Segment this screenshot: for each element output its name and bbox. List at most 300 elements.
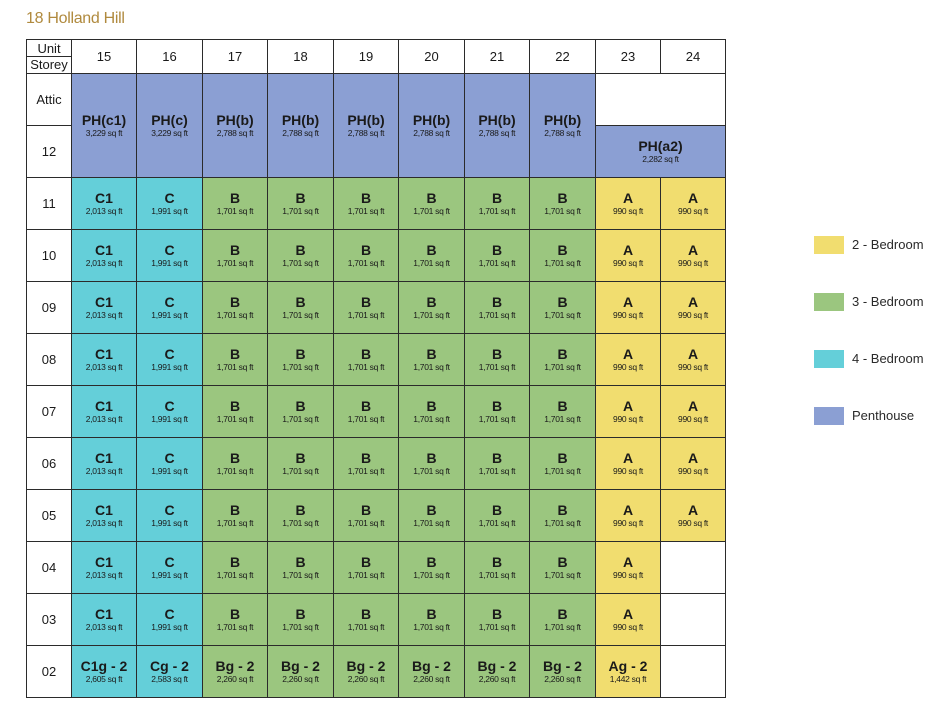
unit-area: 990 sq ft [678, 206, 708, 216]
unit-type-code: B [491, 190, 503, 206]
unit-area: 1,701 sq ft [478, 362, 516, 372]
unit-cell [72, 594, 137, 646]
unit-type-code: B [557, 450, 568, 466]
unit-area: 2,013 sq ft [85, 310, 123, 320]
penthouse-unit-cell-pha2 [596, 126, 726, 178]
unit-type-code: C [164, 294, 175, 310]
unit-area: 1,701 sq ft [282, 206, 319, 216]
unit-type-code: PH(c) [151, 112, 188, 128]
unit-cell [530, 386, 596, 438]
unit-type-code: B [360, 398, 372, 414]
unit-cell [137, 646, 203, 698]
unit-type-code: B [229, 242, 241, 258]
unit-area: 1,701 sq ft [347, 518, 385, 528]
unit-area: 1,701 sq ft [347, 310, 385, 320]
unit-cell [137, 178, 203, 230]
unit-type-code: B [426, 294, 437, 310]
unit-area: 2,605 sq ft [85, 674, 123, 684]
unit-type-code: PH(b) [478, 112, 516, 128]
unit-cell [596, 282, 661, 334]
unit-area: 1,701 sq ft [216, 570, 254, 580]
unit-area: 1,701 sq ft [347, 570, 385, 580]
unit-cell [72, 438, 137, 490]
legend-swatch [814, 293, 844, 311]
unit-cell [203, 282, 268, 334]
unit-cell [465, 490, 530, 542]
unit-cell [268, 178, 334, 230]
unit-area: 990 sq ft [678, 414, 708, 424]
legend-swatch [814, 407, 844, 425]
unit-type-code: C1 [95, 242, 113, 258]
unit-type-code: B [557, 242, 568, 258]
unit-cell [465, 594, 530, 646]
unit-cell [268, 282, 334, 334]
unit-area: 2,788 sq ft [544, 128, 581, 138]
unit-cell [137, 594, 203, 646]
unit-area: 2,013 sq ft [85, 258, 123, 268]
unit-header: 18 [268, 40, 334, 74]
unit-cell [334, 386, 399, 438]
empty-cell [661, 594, 726, 646]
unit-type-code: PH(c1) [81, 112, 127, 128]
unit-type-code: B [295, 346, 306, 362]
unit-type-code: A [622, 242, 634, 258]
unit-type-code: B [426, 606, 437, 622]
unit-type-code: A [622, 554, 634, 570]
unit-area: 1,701 sq ft [478, 466, 516, 476]
storey-label: 07 [27, 386, 72, 438]
unit-area: 990 sq ft [613, 206, 643, 216]
unit-type-code: Bg - 2 [281, 658, 320, 674]
unit-area: 1,701 sq ft [282, 622, 319, 632]
unit-cell [661, 438, 726, 490]
unit-cell [465, 386, 530, 438]
unit-cell [203, 334, 268, 386]
unit-area: 990 sq ft [678, 518, 708, 528]
unit-cell [465, 178, 530, 230]
unit-type-code: B [426, 554, 437, 570]
storey-label: 03 [27, 594, 72, 646]
unit-cell [72, 178, 137, 230]
unit-chart-table [26, 39, 726, 698]
unit-cell [268, 386, 334, 438]
unit-area: 2,788 sq ft [413, 128, 450, 138]
unit-cell [530, 178, 596, 230]
unit-cell [137, 282, 203, 334]
unit-type-code: B [360, 502, 372, 518]
unit-type-code: B [295, 398, 306, 414]
unit-area: 1,701 sq ft [282, 362, 319, 372]
unit-type-code: C1g - 2 [80, 658, 128, 674]
unit-type-code: B [295, 294, 306, 310]
unit-type-code: B [557, 554, 568, 570]
unit-area: 1,701 sq ft [282, 258, 319, 268]
storey-row [27, 490, 726, 542]
unit-area: 2,013 sq ft [85, 362, 123, 372]
unit-type-code: B [295, 554, 306, 570]
unit-cell [268, 594, 334, 646]
unit-area: 990 sq ft [613, 310, 643, 320]
unit-cell [661, 334, 726, 386]
unit-area: 1,701 sq ft [544, 310, 581, 320]
legend-swatch [814, 350, 844, 368]
unit-cell [203, 542, 268, 594]
unit-type-code: B [491, 346, 503, 362]
unit-area: 1,701 sq ft [216, 466, 254, 476]
unit-header: 16 [137, 40, 203, 74]
unit-cell [596, 334, 661, 386]
unit-area: 1,701 sq ft [478, 206, 516, 216]
unit-area: 1,701 sq ft [413, 310, 450, 320]
storey-row [27, 282, 726, 334]
storey-label: 08 [27, 334, 72, 386]
unit-area: 1,701 sq ft [478, 258, 516, 268]
legend-label: 2 - Bedroom [852, 237, 924, 252]
unit-cell [465, 646, 530, 698]
unit-area: 1,701 sq ft [478, 622, 516, 632]
unit-area: 1,701 sq ft [544, 258, 581, 268]
penthouse-unit-cell [203, 74, 268, 178]
unit-type-code: Bg - 2 [477, 658, 517, 674]
unit-cell [268, 646, 334, 698]
storey-label: Storey [30, 57, 68, 72]
unit-type-code: C [164, 606, 175, 622]
unit-type-code: C1 [95, 450, 113, 466]
unit-cell [399, 230, 465, 282]
unit-header: 15 [72, 40, 137, 74]
storey-row [27, 438, 726, 490]
unit-area: 2,282 sq ft [642, 154, 679, 164]
unit-cell [596, 386, 661, 438]
unit-type-code: A [687, 502, 699, 518]
storey-label: 09 [27, 282, 72, 334]
storey-label: 02 [27, 646, 72, 698]
legend-label: 4 - Bedroom [852, 351, 924, 366]
unit-area: 1,991 sq ft [151, 206, 188, 216]
unit-type-code: A [622, 346, 634, 362]
unit-type-code: PH(b) [412, 112, 451, 128]
unit-cell [465, 542, 530, 594]
unit-area: 1,701 sq ft [216, 622, 254, 632]
unit-type-code: B [557, 346, 568, 362]
unit-cell [530, 646, 596, 698]
unit-header: 22 [530, 40, 596, 74]
storey-label: 04 [27, 542, 72, 594]
unit-type-code: B [229, 190, 241, 206]
unit-area: 1,701 sq ft [282, 310, 319, 320]
unit-cell [530, 334, 596, 386]
unit-cell [661, 282, 726, 334]
unit-type-code: Bg - 2 [346, 658, 386, 674]
unit-area: 2,260 sq ft [413, 674, 450, 684]
unit-cell [72, 230, 137, 282]
storey-row [27, 386, 726, 438]
unit-type-code: B [360, 450, 372, 466]
unit-cell [596, 438, 661, 490]
unit-type-code: B [295, 190, 306, 206]
unit-type-code: B [491, 606, 503, 622]
unit-type-code: B [491, 450, 503, 466]
unit-cell [596, 178, 661, 230]
unit-cell [661, 178, 726, 230]
unit-area: 1,701 sq ft [347, 622, 385, 632]
unit-type-code: C1 [95, 294, 113, 310]
unit-type-code: C [164, 190, 175, 206]
unit-area: 2,013 sq ft [85, 206, 123, 216]
unit-type-code: Cg - 2 [150, 658, 189, 674]
unit-cell [334, 178, 399, 230]
storey-row [27, 542, 726, 594]
unit-area: 1,991 sq ft [151, 570, 188, 580]
unit-area: 1,991 sq ft [151, 310, 188, 320]
unit-area: 990 sq ft [613, 518, 643, 528]
unit-cell [399, 490, 465, 542]
unit-cell [596, 594, 661, 646]
unit-type-code: B [557, 502, 568, 518]
unit-area: 2,013 sq ft [85, 570, 123, 580]
unit-type-code: B [426, 398, 437, 414]
unit-area: 1,991 sq ft [151, 466, 188, 476]
unit-area: 1,991 sq ft [151, 362, 188, 372]
unit-cell [334, 438, 399, 490]
unit-cell [530, 230, 596, 282]
unit-area: 1,701 sq ft [544, 362, 581, 372]
unit-type-code: B [491, 242, 503, 258]
unit-area: 1,701 sq ft [216, 310, 254, 320]
unit-area: 2,013 sq ft [85, 518, 123, 528]
unit-type-code: A [687, 294, 699, 310]
storey-label: 10 [27, 230, 72, 282]
unit-header: 17 [203, 40, 268, 74]
unit-cell [203, 646, 268, 698]
unit-area: 990 sq ft [613, 362, 643, 372]
unit-cell [399, 334, 465, 386]
unit-type-code: C [164, 502, 175, 518]
unit-area: 1,701 sq ft [413, 518, 450, 528]
unit-cell [268, 490, 334, 542]
unit-cell [137, 542, 203, 594]
unit-type-code: Ag - 2 [608, 658, 648, 674]
unit-area: 1,701 sq ft [544, 622, 581, 632]
storey-label: 05 [27, 490, 72, 542]
unit-area: 2,788 sq ft [282, 128, 319, 138]
unit-type-code: B [295, 450, 306, 466]
unit-type-code: B [426, 502, 437, 518]
unit-cell [334, 646, 399, 698]
unit-cell [334, 542, 399, 594]
unit-area: 2,260 sq ft [216, 674, 254, 684]
unit-area: 2,788 sq ft [347, 128, 385, 138]
unit-area: 2,260 sq ft [347, 674, 385, 684]
unit-type-code: PH(b) [216, 112, 254, 128]
unit-header: 20 [399, 40, 465, 74]
unit-cell [399, 178, 465, 230]
unit-area: 990 sq ft [613, 466, 643, 476]
unit-area: 1,701 sq ft [544, 414, 581, 424]
unit-area: 1,701 sq ft [413, 258, 450, 268]
storey-row [27, 646, 726, 698]
unit-cell [334, 594, 399, 646]
unit-type-code: C [164, 554, 175, 570]
unit-cell [72, 646, 137, 698]
unit-area: 1,991 sq ft [151, 258, 188, 268]
penthouse-unit-cell [334, 74, 399, 178]
attic-row [27, 74, 726, 126]
storey-label-attic: Attic [27, 74, 72, 126]
unit-area: 990 sq ft [613, 570, 643, 580]
unit-cell [137, 334, 203, 386]
unit-area: 990 sq ft [678, 310, 708, 320]
unit-type-code: A [622, 398, 634, 414]
unit-cell [530, 542, 596, 594]
unit-header: 19 [334, 40, 399, 74]
unit-type-code: B [426, 450, 437, 466]
unit-cell [137, 490, 203, 542]
unit-area: 2,583 sq ft [151, 674, 188, 684]
unit-cell [530, 282, 596, 334]
unit-cell [530, 490, 596, 542]
penthouse-unit-cell [465, 74, 530, 178]
unit-cell [399, 438, 465, 490]
unit-type-code: A [622, 294, 634, 310]
unit-cell [203, 490, 268, 542]
legend-label: Penthouse [852, 408, 915, 423]
unit-type-code: B [557, 190, 568, 206]
unit-area: 1,701 sq ft [347, 466, 385, 476]
unit-area: 1,701 sq ft [478, 310, 516, 320]
unit-cell [203, 178, 268, 230]
unit-area: 3,229 sq ft [151, 128, 188, 138]
unit-type-code: A [622, 190, 634, 206]
unit-type-code: B [360, 242, 372, 258]
unit-cell [661, 490, 726, 542]
unit-type-code: B [360, 294, 372, 310]
unit-area: 1,701 sq ft [282, 518, 319, 528]
empty-cell [661, 646, 726, 698]
unit-area: 1,701 sq ft [478, 414, 516, 424]
unit-type-code: PH(b) [281, 112, 320, 128]
unit-area: 1,991 sq ft [151, 414, 188, 424]
unit-type-code: C1 [95, 554, 113, 570]
unit-storey-corner [27, 40, 72, 74]
unit-cell [334, 490, 399, 542]
unit-area: 1,991 sq ft [151, 622, 188, 632]
unit-area: 1,701 sq ft [347, 362, 385, 372]
unit-area: 2,788 sq ft [216, 128, 254, 138]
unit-cell [203, 230, 268, 282]
unit-area: 2,013 sq ft [85, 466, 123, 476]
unit-cell [72, 334, 137, 386]
unit-type-code: C1 [95, 190, 113, 206]
page-title: 18 Holland Hill [26, 10, 125, 27]
unit-area: 1,701 sq ft [216, 414, 254, 424]
unit-cell [334, 334, 399, 386]
unit-cell [334, 230, 399, 282]
unit-area: 990 sq ft [678, 258, 708, 268]
unit-type-code: B [229, 554, 241, 570]
legend-label: 3 - Bedroom [852, 294, 924, 309]
penthouse-unit-cell [530, 74, 596, 178]
unit-type-code: Bg - 2 [412, 658, 451, 674]
storey-row [27, 230, 726, 282]
unit-area: 1,701 sq ft [216, 362, 254, 372]
unit-type-code: C1 [95, 398, 113, 414]
unit-label: Unit [27, 43, 71, 57]
unit-type-code: C [164, 398, 175, 414]
unit-area: 990 sq ft [678, 362, 708, 372]
unit-type-code: B [557, 606, 568, 622]
unit-area: 2,788 sq ft [478, 128, 516, 138]
unit-area: 1,701 sq ft [347, 414, 385, 424]
unit-type-code: B [360, 190, 372, 206]
unit-cell [268, 542, 334, 594]
unit-cell [203, 438, 268, 490]
unit-cell [465, 438, 530, 490]
unit-area: 1,701 sq ft [544, 466, 581, 476]
unit-cell [268, 438, 334, 490]
unit-area: 1,701 sq ft [216, 206, 254, 216]
unit-area: 1,701 sq ft [478, 570, 516, 580]
unit-area: 2,260 sq ft [478, 674, 516, 684]
empty-cell [661, 542, 726, 594]
unit-area: 1,701 sq ft [413, 570, 450, 580]
penthouse-unit-cell [399, 74, 465, 178]
unit-type-code: B [557, 398, 568, 414]
unit-area: 990 sq ft [613, 414, 643, 424]
unit-cell [72, 282, 137, 334]
unit-area: 1,701 sq ft [282, 414, 319, 424]
unit-header: 24 [661, 40, 726, 74]
unit-cell [399, 542, 465, 594]
unit-area: 1,701 sq ft [413, 414, 450, 424]
unit-type-code: B [557, 294, 568, 310]
unit-cell [661, 230, 726, 282]
unit-type-code: A [687, 242, 699, 258]
unit-area: 1,701 sq ft [413, 466, 450, 476]
unit-area: 1,701 sq ft [544, 206, 581, 216]
unit-cell [72, 542, 137, 594]
unit-cell [530, 594, 596, 646]
unit-area: 2,013 sq ft [85, 414, 123, 424]
unit-type-code: B [491, 398, 503, 414]
unit-area: 1,701 sq ft [216, 258, 254, 268]
unit-area: 1,701 sq ft [347, 206, 385, 216]
penthouse-unit-cell [137, 74, 203, 178]
unit-type-code: B [426, 346, 437, 362]
unit-cell [596, 646, 661, 698]
legend-swatch [814, 236, 844, 254]
unit-type-code: A [622, 450, 634, 466]
unit-cell [203, 594, 268, 646]
penthouse-unit-cell [268, 74, 334, 178]
unit-type-code: B [295, 606, 306, 622]
unit-type-code: B [426, 242, 437, 258]
unit-type-code: A [687, 398, 699, 414]
unit-type-code: B [491, 502, 503, 518]
unit-type-code: B [491, 294, 503, 310]
unit-type-code: B [295, 502, 306, 518]
unit-type-code: PH(a2) [638, 138, 683, 154]
unit-type-code: B [229, 346, 241, 362]
unit-cell [399, 646, 465, 698]
unit-type-code: B [426, 190, 437, 206]
unit-cell [465, 230, 530, 282]
storey-label: 11 [27, 178, 72, 230]
unit-area: 1,991 sq ft [151, 518, 188, 528]
unit-type-code: B [229, 502, 241, 518]
unit-cell [596, 230, 661, 282]
unit-cell [72, 386, 137, 438]
